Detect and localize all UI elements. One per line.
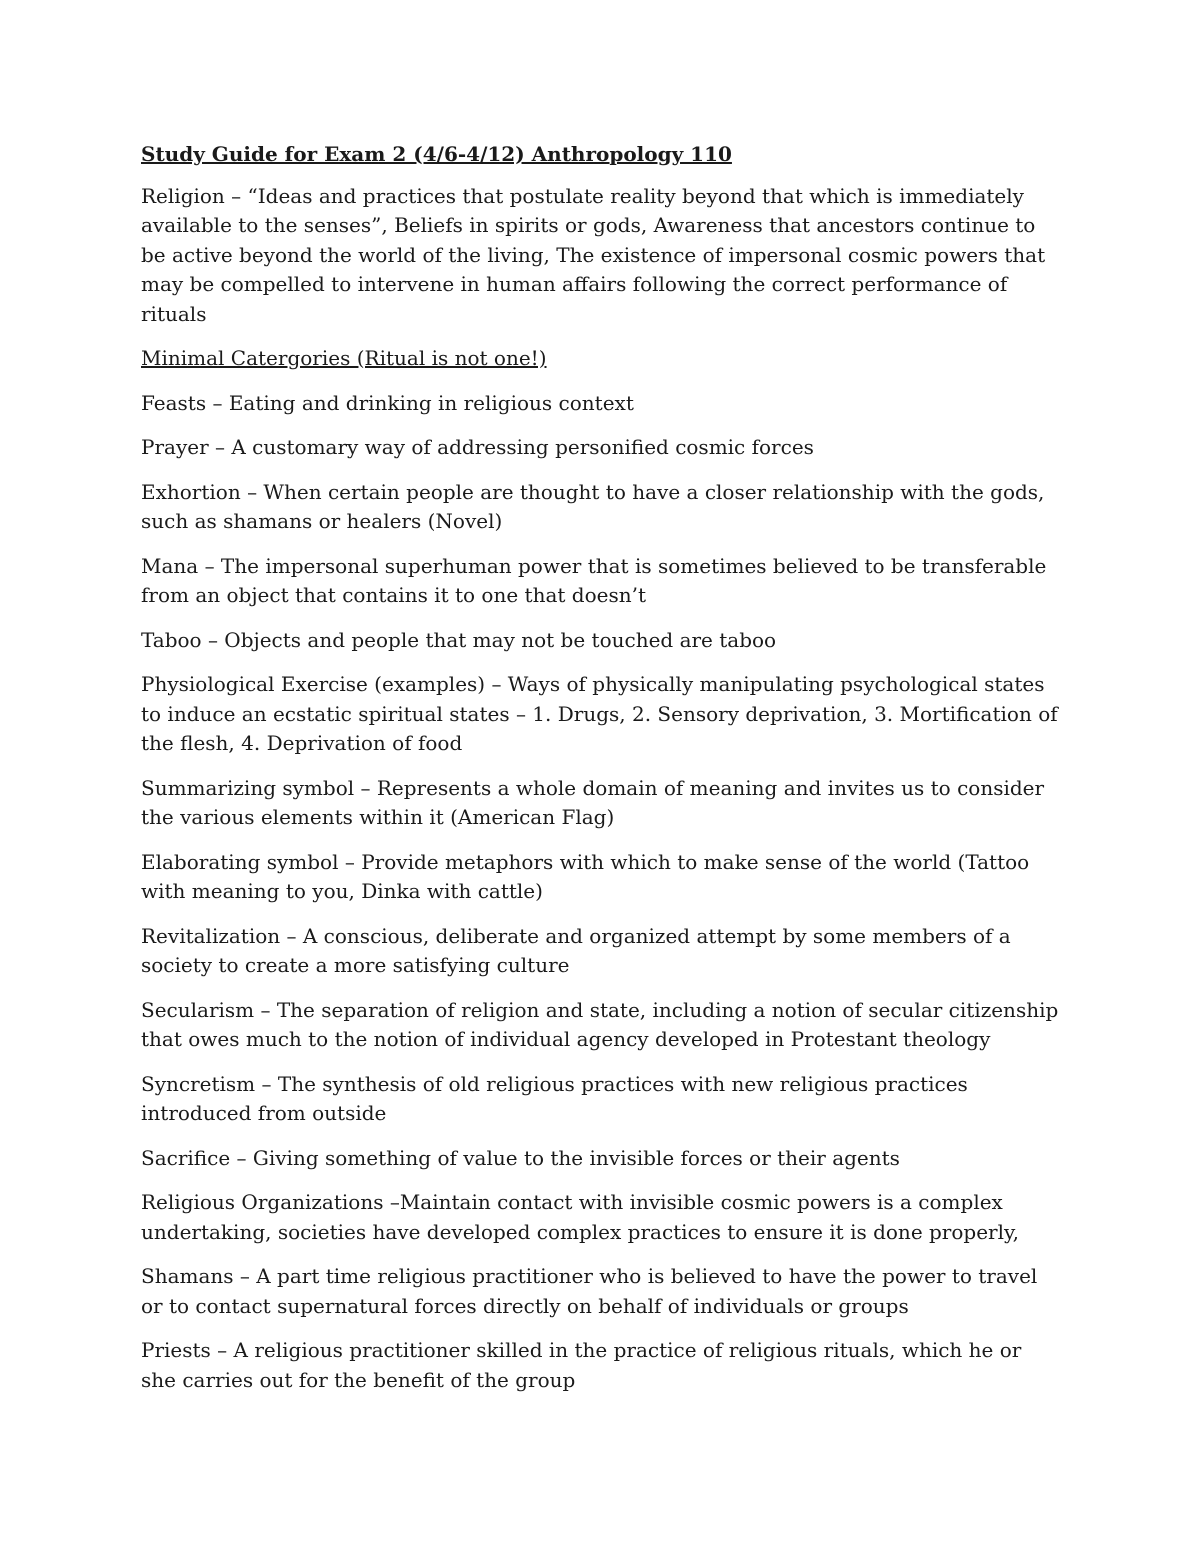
subheading: Minimal Catergories (Ritual is not one!)	[141, 346, 547, 370]
definition-entry: Shamans – A part time religious practitioner who is believed to have the power to travel or to contact supernatural forces directly on behalf of individuals or groups	[141, 1264, 1038, 1318]
definition-entry: Sacrifice – Giving something of value to the invisible forces or their agents	[141, 1145, 900, 1170]
definition-entry: Secularism – The separation of religion and state, including a notion of secular citizenship that owes much to the notion of individual agency developed in Protestant theology	[141, 997, 1059, 1051]
definition-entry: Revitalization – A conscious, deliberate and organized attempt by some members of a society to create a more satisfying culture	[141, 923, 1011, 977]
definition-entry: Syncretism – The synthesis of old religious practices with new religious practices introduced from outside	[141, 1071, 968, 1125]
definition-entry: Prayer – A customary way of addressing personified cosmic forces	[141, 435, 814, 459]
document-title: Study Guide for Exam 2 (4/6-4/12) Anthropology 110	[141, 142, 732, 166]
definition-entry: Summarizing symbol – Represents a whole domain of meaning and invites us to consider the various elements within it (American Flag)	[141, 775, 1045, 829]
definition-entry: Physiological Exercise (examples) – Ways of physically manipulating psychological states to induce an ecstatic spiritual states – 1. Drugs, 2. Sensory deprivation, 3. Mortification of the flesh, 4. Deprivation of food	[141, 672, 1058, 755]
definition-entry: Exhortion – When certain people are thought to have a closer relationship with the gods, such as shamans or healers (Novel)	[141, 479, 1045, 533]
definition-entry: Elaborating symbol – Provide metaphors with which to make sense of the world (Tattoo with meaning to you, Dinka with cattle)	[141, 849, 1030, 903]
definition-entry: Religious Organizations –Maintain contact with invisible cosmic powers is a complex undertaking, societies have developed complex practices to ensure it is done properly,	[141, 1190, 1020, 1244]
intro-paragraph: Religion – “Ideas and practices that postulate reality beyond that which is immediately available to the senses”, Beliefs in spirits or gods, Awareness that ancestors continue to be active beyond the world of the living, The existence of impersonal cosmic powers that may be compelled to intervene in human affairs following the correct performance of rituals	[141, 183, 1046, 326]
definition-entry: Mana – The impersonal superhuman power that is sometimes believed to be transferable from an object that contains it to one that doesn’t	[141, 553, 1047, 607]
definition-entry: Feasts – Eating and drinking in religious context	[141, 390, 634, 415]
document-page	[141, 140, 1061, 1410]
definition-entry: Taboo – Objects and people that may not be touched are taboo	[141, 627, 777, 652]
definition-entry: Priests – A religious practitioner skilled in the practice of religious rituals, which he or she carries out for the benefit of the group	[141, 1338, 1022, 1392]
